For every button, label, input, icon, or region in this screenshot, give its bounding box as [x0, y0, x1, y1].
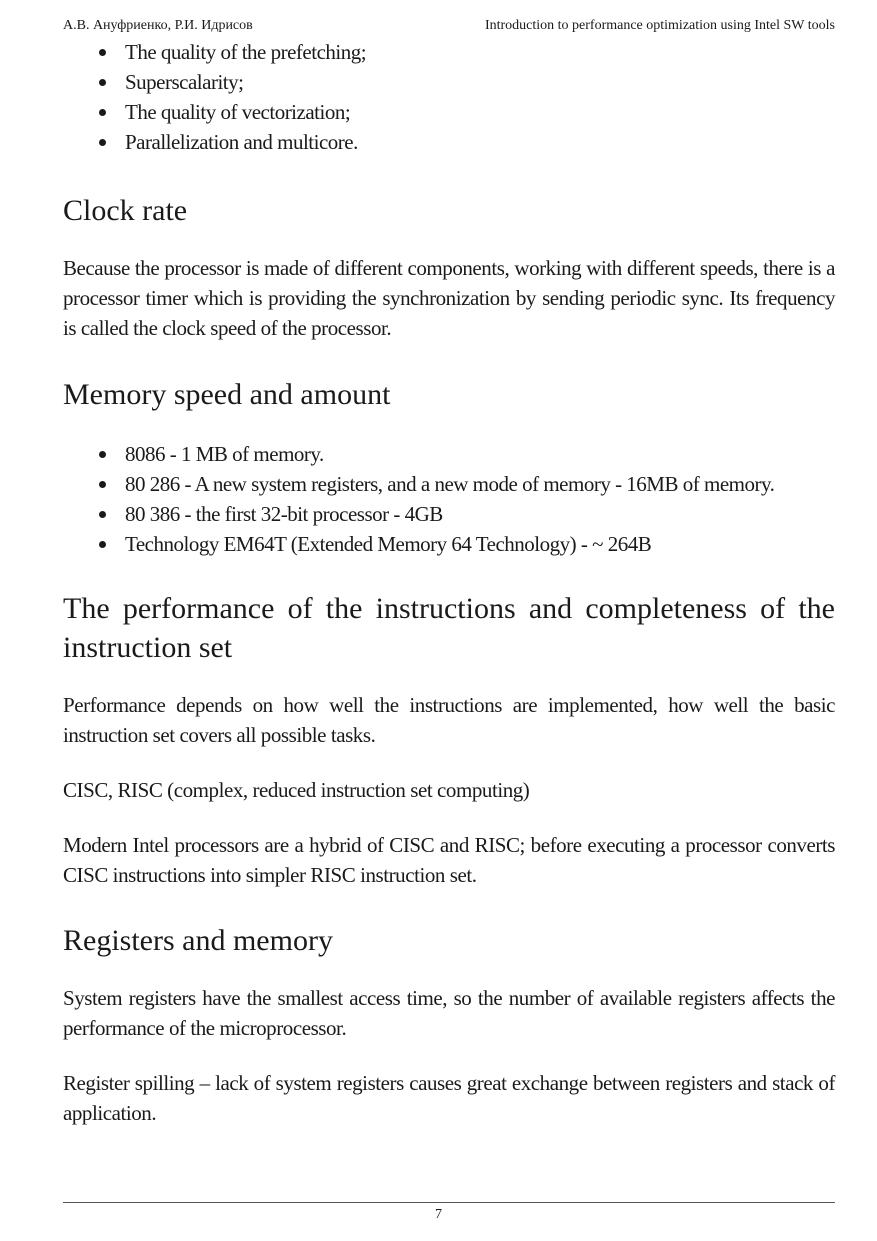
memory-heading: Memory speed and amount: [63, 378, 391, 411]
list-item: 80 286 - A new system registers, and a new mode of memory - 16MB of memory.: [63, 469, 835, 499]
registers-paragraph: System registers have the smallest access time, so the number of available registers affects the performance of the microprocessor.: [63, 986, 835, 1040]
instructions-paragraph: Performance depends on how well the instructions are implemented, how well the basic instruction set covers all possible tasks.: [63, 693, 835, 747]
clock-rate-heading: Clock rate: [63, 194, 188, 227]
memory-bullet-list: [63, 439, 835, 559]
list-item: Parallelization and multicore.: [63, 127, 835, 157]
list-item: Technology EM64T (Extended Memory 64 Technology) - ~ 264B: [63, 529, 835, 559]
clock-rate-paragraph: Because the processor is made of different components, working with different speeds, there is a processor timer which is providing the synchronization by sending periodic sync. Its frequency is called the clock speed of the processor.: [63, 256, 835, 340]
list-item: The quality of vectorization;: [63, 97, 835, 127]
page-number: 7: [435, 1207, 442, 1222]
list-item: 8086 - 1 MB of memory.: [63, 439, 835, 469]
list-item: 80 386 - the first 32-bit processor - 4GB: [63, 499, 835, 529]
cisc-risc-paragraph: CISC, RISC (complex, reduced instruction set computing): [63, 778, 530, 802]
register-spilling-paragraph: Register spilling – lack of system registers causes great exchange between registers and stack of application.: [63, 1071, 835, 1125]
header-title: Introduction to performance optimization using Intel SW tools: [484, 18, 835, 33]
list-item: The quality of the prefetching;: [63, 37, 835, 67]
page-content: [63, 37, 835, 1128]
registers-heading: Registers and memory: [63, 924, 333, 957]
hybrid-paragraph: Modern Intel processors are a hybrid of CISC and RISC; before executing a processor converts CISC instructions into simpler RISC instruction set.: [63, 833, 835, 887]
header-authors: А.В. Ануфриенко, Р.И. Идрисов: [63, 18, 253, 33]
instructions-heading: The performance of the instructions and completeness of the instruction set: [63, 592, 835, 664]
page-header: [63, 16, 835, 36]
intro-bullet-list: [63, 37, 835, 157]
footer-divider: [63, 1202, 835, 1203]
list-item: Superscalarity;: [63, 67, 835, 97]
